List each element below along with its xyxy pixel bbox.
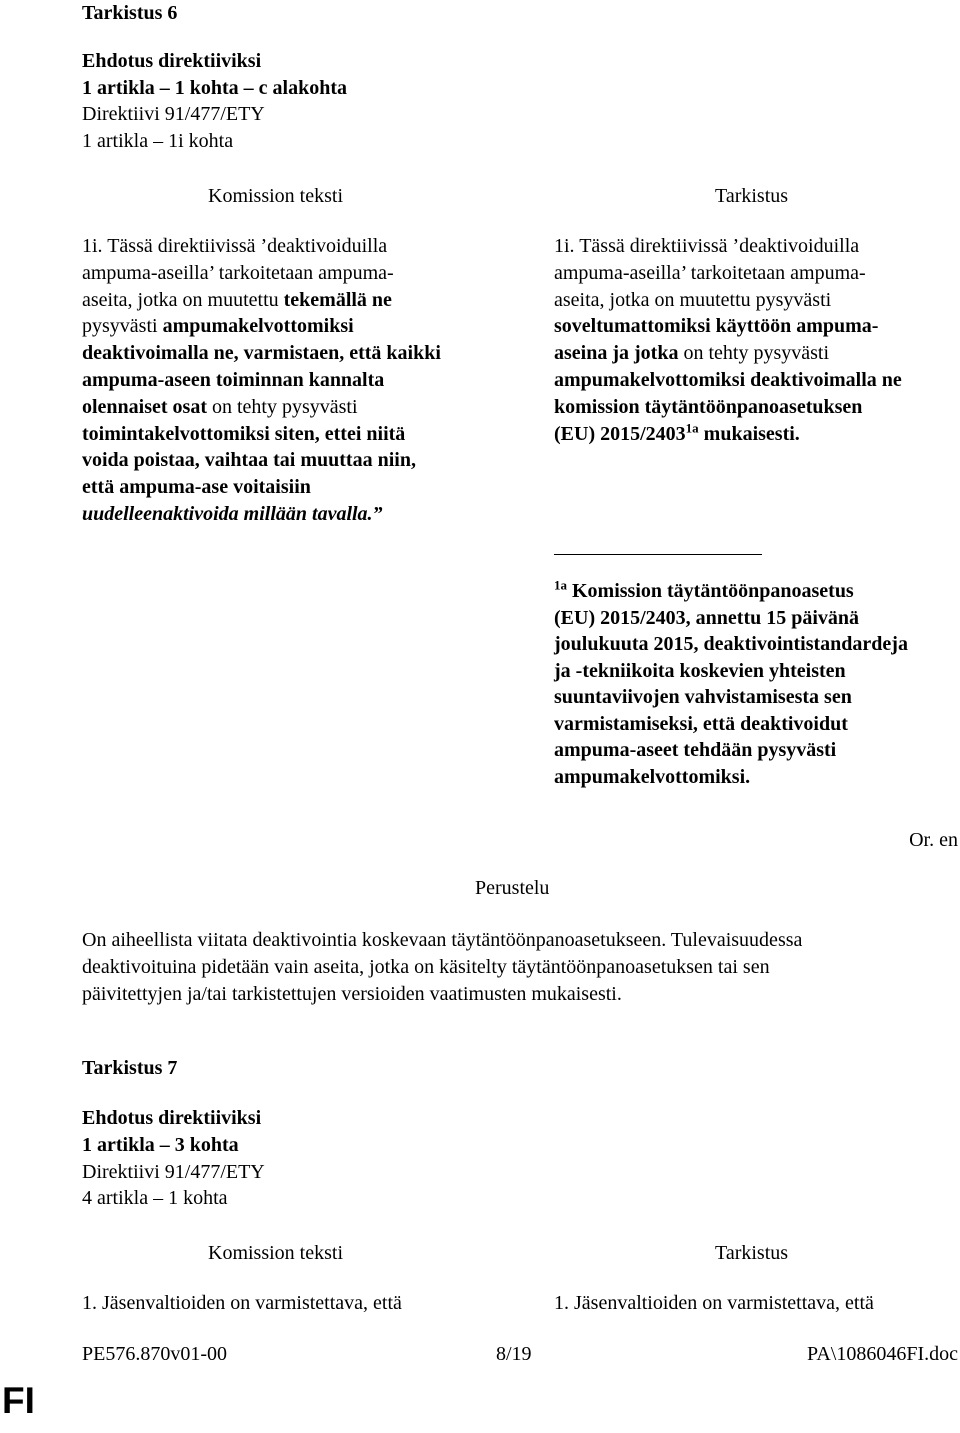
col-heading-amendment: Tarkistus	[715, 185, 789, 207]
language-code: FI	[2, 1380, 35, 1421]
footer-file-name: PA\1086046FI.doc	[807, 1343, 958, 1365]
ref-label: 1 artikla – 1i kohta	[82, 130, 234, 152]
proposal-label: Ehdotus direktiiviksi	[82, 1107, 262, 1129]
proposal-label: Ehdotus direktiiviksi	[82, 50, 262, 72]
col-heading-commission: Komission teksti	[208, 1242, 344, 1264]
amendment-text: 1. Jäsenvaltioiden on varmistettava, että	[554, 1292, 874, 1314]
amendment-title: Tarkistus 6	[82, 2, 178, 24]
commission-text: 1i. Tässä direktiivissä ’deaktivoiduilla ampuma-aseilla’ tarkoitetaan ampuma- aseita, jotka on muutettu tekemällä ne pysyvästi ampumakelvottomiksi deaktivoimalla ne, varmistaen, että kaikki ampuma-aseen toiminnan kannalta olennaiset osat on tehty pysyvästi toimintakelvottomiksi siten, ettei niitä voida poistaa, vaihtaa tai muuttaa niin, että ampuma-ase voitaisiin uudelleenaktivoida millään tavalla.”	[82, 235, 441, 525]
footer-page-number: 8/19	[496, 1343, 532, 1365]
directive-label: Direktiivi 91/477/ETY	[82, 103, 265, 125]
commission-text: 1. Jäsenvaltioiden on varmistettava, että	[82, 1292, 402, 1314]
col-heading-commission: Komission teksti	[208, 185, 344, 207]
amendment-title: Tarkistus 7	[82, 1057, 178, 1079]
justification-heading: Perustelu	[475, 877, 550, 899]
article-label: 1 artikla – 1 kohta – c alakohta	[82, 77, 348, 99]
footer-doc-ref: PE576.870v01-00	[82, 1343, 227, 1365]
footnote-marker: 1a	[685, 419, 699, 435]
article-label: 1 artikla – 3 kohta	[82, 1134, 239, 1156]
directive-label: Direktiivi 91/477/ETY	[82, 1161, 265, 1183]
ref-label: 4 artikla – 1 kohta	[82, 1187, 228, 1209]
footnote: $^{1a}$ Komission täytäntöönpanoasetus (EU) 2015/2403, annettu 15 päivänä joulukuuta 2015, deaktivointistandardeja ja -tekniikoita koskevien yhteisten suuntaviivojen vahvistamisesta sen varmistamiseksi, että deaktivoidut ampuma-aseet tehdään pysyvästi ampumakelvottomiksi.	[554, 577, 908, 788]
footnote-separator	[554, 554, 762, 555]
amendment-text: 1i. Tässä direktiivissä ’deaktivoiduilla ampuma-aseilla’ tarkoitetaan ampuma- aseita, jotka on muutettu pysyvästi soveltumattomiksi käyttöön ampuma- aseina ja jotka on tehty pysyvästi ampumakelvottomiksi deaktivoimalla ne komission täytäntöönpanoasetuksen (EU) $2015/2403^{1a}$ mukaisesti.	[554, 235, 902, 445]
original-language: Or. en	[909, 829, 958, 851]
justification-text: On aiheellista viitata deaktivointia koskevaan täytäntöönpanoasetukseen. Tulevaisuudessa deaktivoituina pidetään vain aseita, jotka on käsitelty täytäntöönpanoasetuksen tai sen päivitettyjen ja/tai tarkistettujen versioiden vaatimusten mukaisesti.	[82, 929, 803, 1005]
col-heading-amendment: Tarkistus	[715, 1242, 789, 1264]
